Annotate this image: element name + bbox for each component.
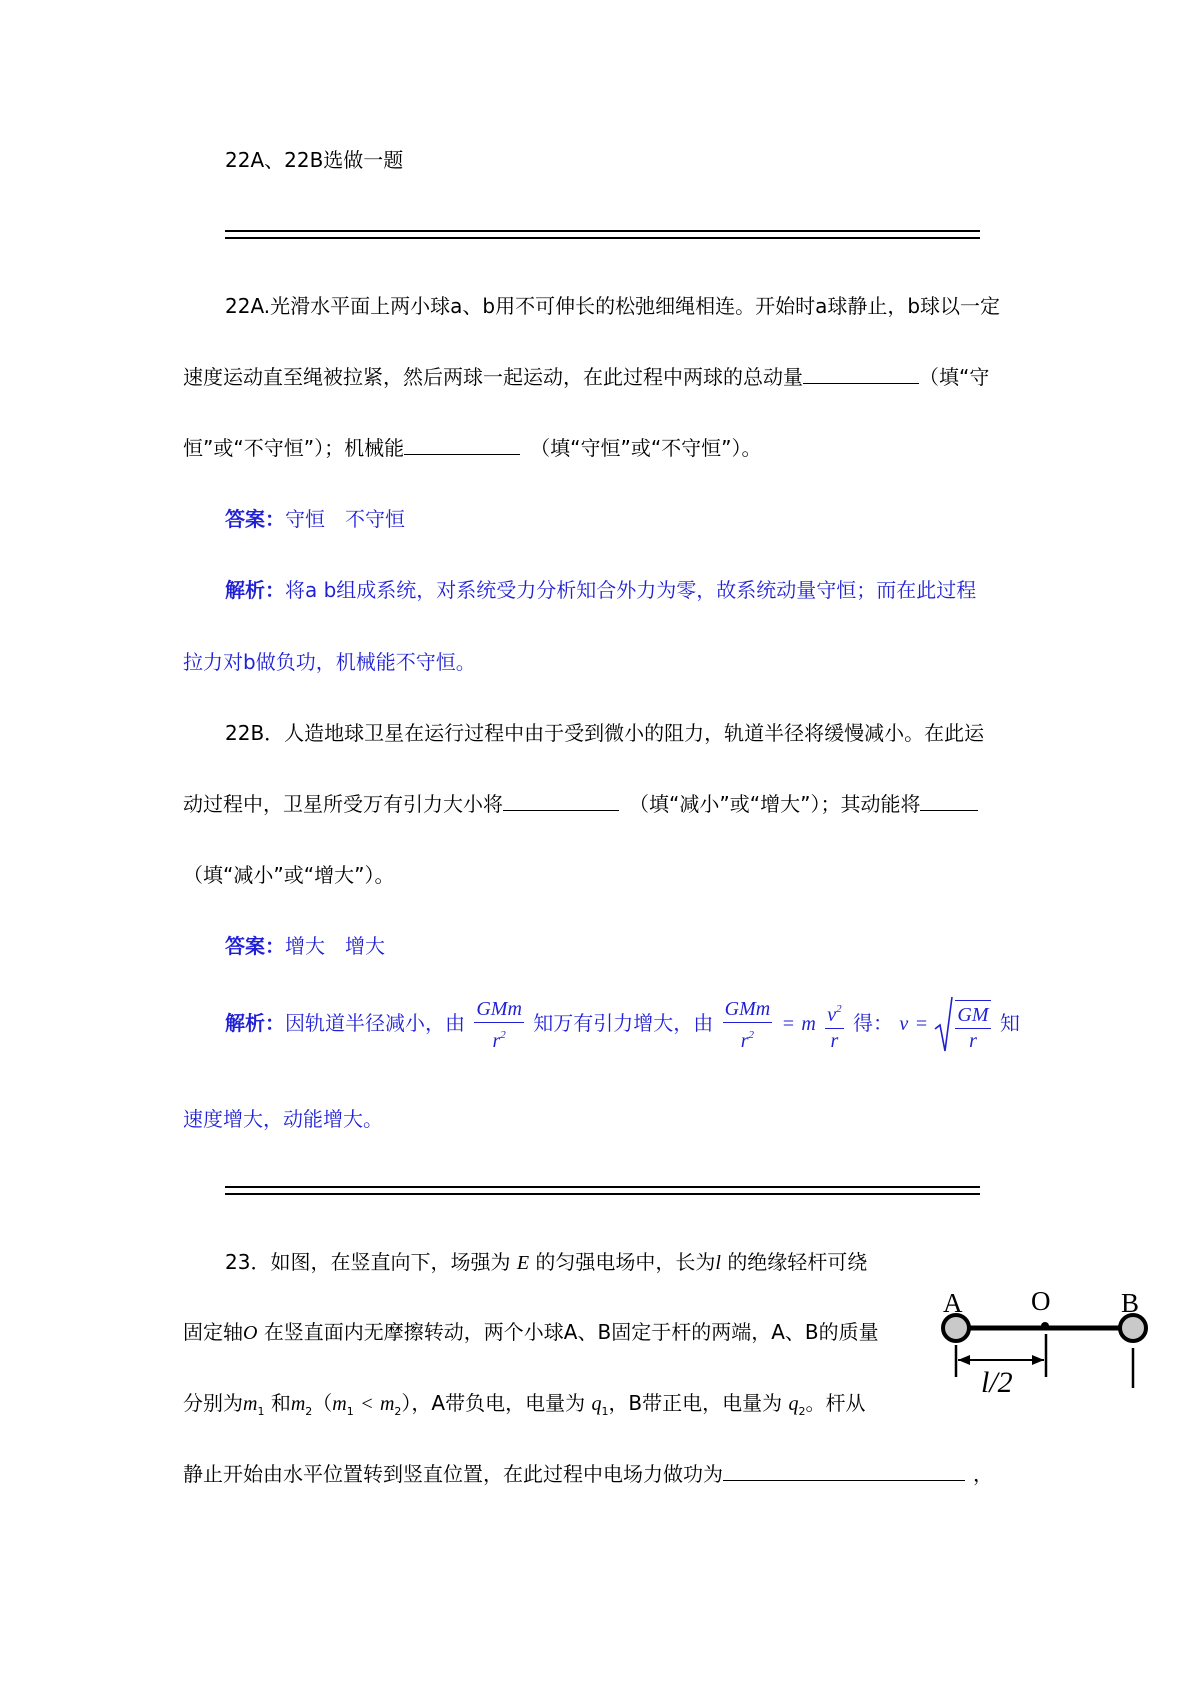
pivot-o (1041, 1322, 1049, 1330)
formula-den-r2-b: $r^2$ (740, 1028, 755, 1052)
q22a-blank-energy[interactable] (404, 434, 520, 455)
q23-line3: 分别为$m_1$ 和$m_2(m_1 < m_2)$，A带负电，电量为 $q_1$，B带正电，电量为 $q_2$。杆从 (183, 1391, 866, 1418)
q22a-answer-text: 守恒 不守恒 (285, 507, 405, 531)
q22b-line3: （填“减小”或“增大”）。 (183, 863, 395, 887)
q22b-analysis-p4: 知 (999, 1011, 1020, 1035)
formula-den-r-2: r (969, 1029, 977, 1052)
q23-line1: 23．如图，在竖直向下，场强为 E 的匀强电场中，长为l 的绝缘轻杆可绕 (225, 1250, 868, 1274)
formula-den-r2: $r^2$ (492, 1028, 506, 1052)
q22a-line3-text: 恒”或“不守恒”）；机械能 (183, 436, 405, 460)
q22b-answer-text: 增大 增大 (285, 934, 385, 958)
q23-var-l: l (715, 1252, 721, 1274)
q22b-answer-label: 答案： (225, 934, 285, 958)
q23-var-e: E (516, 1252, 530, 1274)
label-o: O (1031, 1286, 1051, 1316)
q22b-blank-force[interactable] (503, 790, 619, 811)
q22b-line2-fill: （填“减小”或“增大”）；其动能将 (629, 792, 921, 816)
q22a-answer (225, 505, 405, 533)
formula-num-v2: $v^2$ (825, 997, 843, 1029)
q22b-analysis-p1: 因轨道半径减小，由 (285, 1011, 465, 1035)
sqrt-icon (934, 993, 954, 1053)
q22b-analysis-line2: 速度增大，动能增大。 (183, 1107, 383, 1131)
formula-num-gmm-b: GMm (723, 997, 773, 1023)
formula-gmm-over-r2 (474, 997, 524, 1053)
q22a-line1: 22A.光滑水平面上两小球a、b用不可伸长的松弛细绳相连。开始时a球静止，b球以一定 (225, 294, 1001, 318)
q22a-line3-fill: （填“守恒”或“不守恒”）。 (530, 436, 762, 460)
section-heading: 22A、22B选做一题 (225, 148, 404, 172)
q23-var-o: O (243, 1322, 258, 1344)
q22b-analysis-p2: 知万有引力增大，由 (533, 1011, 714, 1035)
formula-v: v (899, 1013, 909, 1035)
label-half-length: l/2 (981, 1366, 1013, 1399)
q22a-line2 (183, 363, 989, 391)
q23-line2: 固定轴O 在竖直面内无摩擦转动，两个小球A、B固定于杆的两端，A、B的质量 (183, 1320, 879, 1344)
label-b: B (1121, 1288, 1140, 1318)
q22a-analysis-label: 解析： (225, 578, 285, 602)
q22a-line2-fill: （填“守 (919, 365, 990, 389)
formula-v2-over-r (825, 997, 843, 1053)
formula-num-gmm: GMm (474, 997, 524, 1023)
formula-equals-2: = (914, 1013, 929, 1035)
q22a-line2-text: 速度运动直至绳被拉紧，然后两球一起运动，在此过程中两球的总动量 (183, 365, 803, 389)
q22a-answer-label: 答案： (225, 507, 285, 531)
ball-b (1120, 1315, 1146, 1341)
formula-num-gm: GM (955, 1003, 990, 1029)
formula-den-r: r (830, 1029, 839, 1052)
ball-a (943, 1315, 969, 1341)
formula-sqrt (934, 997, 993, 1053)
divider-top (225, 230, 980, 239)
q22b-blank-kinetic[interactable] (920, 790, 978, 811)
label-a: A (943, 1288, 963, 1318)
q22b-answer (225, 932, 385, 960)
q22b-analysis-p3: 得： (852, 1011, 893, 1035)
q23-blank-work[interactable] (723, 1460, 965, 1481)
q22b-analysis-label: 解析： (225, 1011, 285, 1035)
q22b-line1: 22B．人造地球卫星在运行过程中由于受到微小的阻力，轨道半径将缓慢减小。在此运 (225, 721, 985, 745)
q22a-analysis-line2: 拉力对b做负功，机械能不守恒。 (183, 650, 476, 674)
q22a-blank-momentum[interactable] (803, 363, 919, 384)
q23-line4: 静止开始由水平位置转到竖直位置，在此过程中电场力做功为 ， (183, 1462, 993, 1486)
q22a-analysis-text1: 将a b组成系统，对系统受力分析知合外力为零，故系统动量守恒；而在此过程 (285, 578, 977, 602)
divider-bottom (225, 1186, 980, 1195)
q22a-analysis-line1 (225, 576, 976, 604)
formula-m: m (801, 1013, 816, 1035)
q22b-line2 (183, 790, 978, 818)
rod-diagram (935, 1280, 1155, 1410)
formula-equals: = (781, 1013, 796, 1035)
q22a-line3 (183, 434, 762, 462)
formula-gm-over-r (955, 1000, 990, 1053)
q22b-analysis-line1 (225, 995, 1020, 1055)
formula-gmm-over-r2-b (723, 997, 773, 1053)
q22b-line2-text: 动过程中，卫星所受万有引力大小将 (183, 792, 503, 816)
